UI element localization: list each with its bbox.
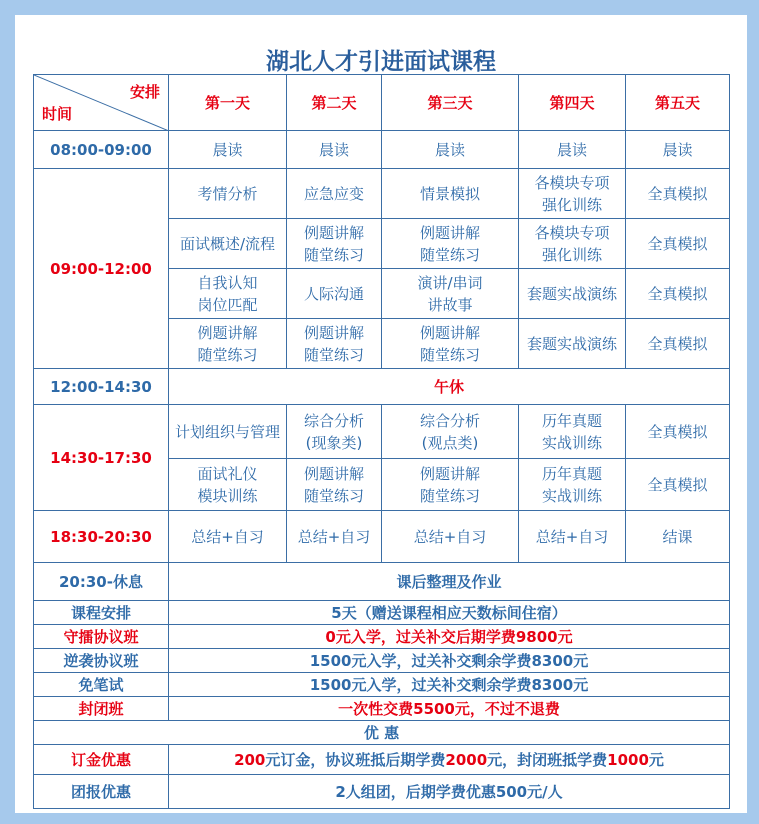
info-value: 1500元入学，过关补交剩余学费8300元	[169, 673, 730, 697]
group-value: 2人组团，后期学费优惠500元/人	[169, 775, 730, 809]
session-cell: 总结+自习	[382, 511, 519, 563]
info-label: 逆袭协议班	[34, 649, 169, 673]
session-cell: 演讲/串词 讲故事	[382, 269, 519, 319]
homework-cell: 课后整理及作业	[169, 563, 730, 601]
info-label: 订金优惠	[34, 745, 169, 775]
session-cell: 历年真题 实战训练	[519, 459, 626, 511]
session-cell: 晨读	[287, 131, 382, 169]
schedule-page	[15, 15, 747, 813]
info-label: 课程安排	[34, 601, 169, 625]
info-label: 团报优惠	[34, 775, 169, 809]
session-cell: 总结+自习	[287, 511, 382, 563]
session-cell: 晨读	[169, 131, 287, 169]
session-cell: 结课	[626, 511, 730, 563]
time-slot: 14:30-17:30	[34, 405, 169, 511]
session-cell: 套题实战演练	[519, 269, 626, 319]
session-cell: 晨读	[519, 131, 626, 169]
info-value: 1500元入学，过关补交剩余学费8300元	[169, 649, 730, 673]
session-cell: 各模块专项 强化训练	[519, 219, 626, 269]
session-cell: 面试概述/流程	[169, 219, 287, 269]
corner-label-time: 时间	[42, 105, 73, 123]
page-title: 湖北人才引进面试课程	[266, 49, 496, 75]
session-cell: 全真模拟	[626, 319, 730, 369]
schedule-table	[33, 74, 730, 809]
session-cell: 情景模拟	[382, 169, 519, 219]
session-cell: 例题讲解 随堂练习	[287, 459, 382, 511]
time-slot: 18:30-20:30	[34, 511, 169, 563]
session-cell: 全真模拟	[626, 405, 730, 459]
time-slot: 12:00-14:30	[34, 369, 169, 405]
info-value: 一次性交费5500元，不过不退费	[169, 697, 730, 721]
header-corner-cell	[34, 75, 169, 131]
session-cell: 应急应变	[287, 169, 382, 219]
day-header: 第二天	[287, 75, 382, 131]
session-cell: 人际沟通	[287, 269, 382, 319]
session-cell: 计划组织与管理	[169, 405, 287, 459]
day-header: 第三天	[382, 75, 519, 131]
time-slot: 08:00-09:00	[34, 131, 169, 169]
info-value: 0元入学，过关补交后期学费9800元	[169, 625, 730, 649]
time-slot: 20:30-休息	[34, 563, 169, 601]
lunch-break-cell: 午休	[169, 369, 730, 405]
session-cell: 各模块专项 强化训练	[519, 169, 626, 219]
session-cell: 晨读	[382, 131, 519, 169]
session-cell: 晨读	[626, 131, 730, 169]
deposit-value: 200元订金，协议班抵后期学费2000元，封闭班抵学费1000元	[169, 745, 730, 775]
session-cell: 全真模拟	[626, 219, 730, 269]
discount-header: 优 惠	[34, 721, 730, 745]
info-label: 免笔试	[34, 673, 169, 697]
day-header: 第四天	[519, 75, 626, 131]
session-cell: 总结+自习	[519, 511, 626, 563]
session-cell: 历年真题 实战训练	[519, 405, 626, 459]
time-slot: 09:00-12:00	[34, 169, 169, 369]
session-cell: 例题讲解 随堂练习	[382, 319, 519, 369]
info-label: 封闭班	[34, 697, 169, 721]
session-cell: 总结+自习	[169, 511, 287, 563]
corner-label-arrangement: 安排	[129, 83, 160, 101]
session-cell: 综合分析 (现象类)	[287, 405, 382, 459]
session-cell: 自我认知 岗位匹配	[169, 269, 287, 319]
session-cell: 例题讲解 随堂练习	[169, 319, 287, 369]
session-cell: 例题讲解 随堂练习	[382, 459, 519, 511]
session-cell: 全真模拟	[626, 269, 730, 319]
session-cell: 套题实战演练	[519, 319, 626, 369]
session-cell: 全真模拟	[626, 459, 730, 511]
session-cell: 例题讲解 随堂练习	[382, 219, 519, 269]
session-cell: 面试礼仪 模块训练	[169, 459, 287, 511]
day-header: 第一天	[169, 75, 287, 131]
session-cell: 全真模拟	[626, 169, 730, 219]
info-value: 5天（赠送课程相应天数标间住宿）	[169, 601, 730, 625]
day-header: 第五天	[626, 75, 730, 131]
session-cell: 例题讲解 随堂练习	[287, 219, 382, 269]
info-label: 守擂协议班	[34, 625, 169, 649]
session-cell: 考情分析	[169, 169, 287, 219]
session-cell: 综合分析 (观点类)	[382, 405, 519, 459]
session-cell: 例题讲解 随堂练习	[287, 319, 382, 369]
